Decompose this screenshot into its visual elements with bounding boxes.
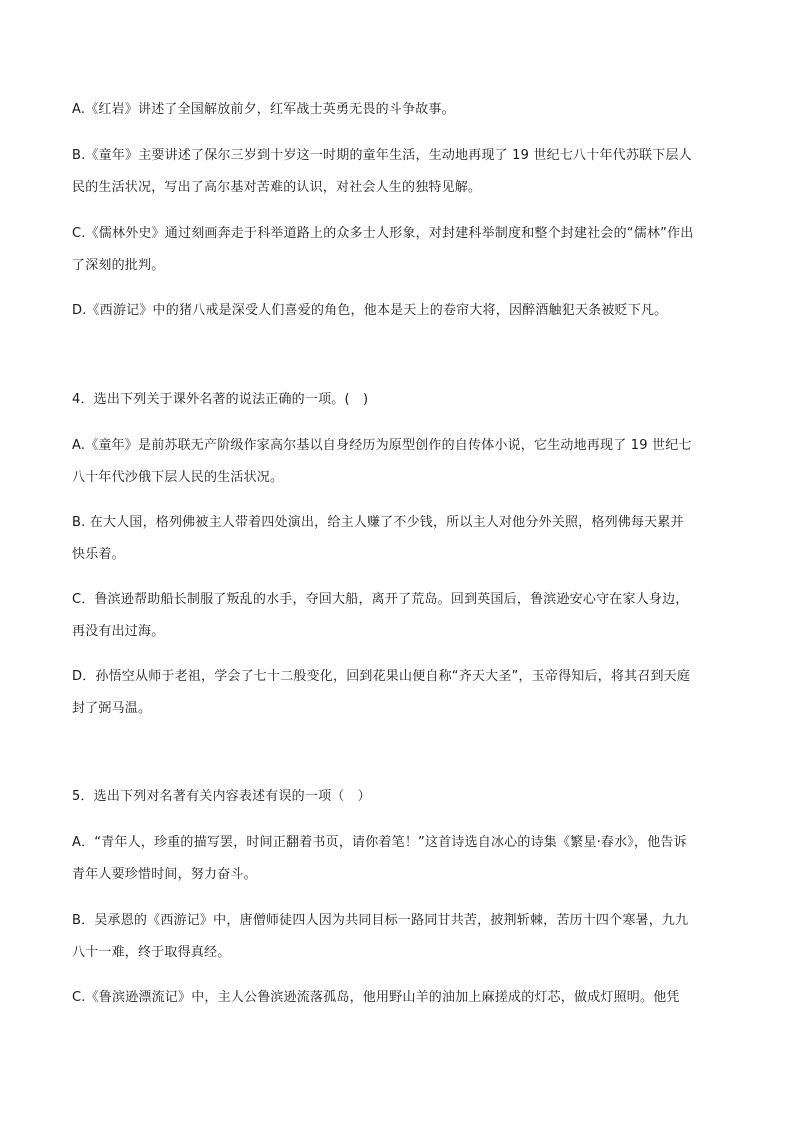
q5-option-a-line1: A．“青年人，珍重的描写罢，时间正翻着书页，请你着笔！”这首诗选自冰心的诗集《繁星·春水》，他告诉: [72, 835, 687, 850]
q4-option-a-line2: 八十年代沙俄下层人民的生活状况。: [72, 470, 284, 485]
q4-option-c-line2: 再没有出过海。: [72, 624, 165, 639]
q4-option-d-line1: D．孙悟空从师于老祖，学会了七十二般变化，回到花果山便自称“齐天大圣”，玉帝得知后，将其召到天庭: [72, 669, 691, 684]
option-a-hongyan: A.《红岩》讲述了全国解放前夕，红军战士英勇无畏的斗争故事。: [72, 102, 455, 117]
option-b-tongnian-line2: 民的生活状况，写出了高尔基对苦难的认识，对社会人生的独特见解。: [72, 180, 482, 195]
option-d-xiyouji: D.《西游记》中的猪八戒是深受人们喜爱的角色，他本是天上的卷帘大将，因醉酒触犯天条被贬下凡。: [72, 303, 668, 318]
option-c-rulinwaishi-line1: C.《儒林外史》通过刻画奔走于科举道路上的众多士人形象，对封建科举制度和整个封建社会的“儒林”作出: [72, 226, 694, 241]
q5-option-b-line1: B．吴承恩的《西游记》中，唐僧师徒四人因为共同目标一路同甘共苦，披荆斩棘，苦历十四个寒暑，九九: [72, 913, 689, 928]
q5-option-c-line1: C.《鲁滨逊漂流记》中，主人公鲁滨逊流落孤岛，他用野山羊的油加上麻搓成的灯芯，做成灯照明。他凭: [72, 990, 680, 1005]
q4-option-b-line2: 快乐着。: [72, 547, 125, 562]
q5-option-b-line2: 八十一难，终于取得真经。: [72, 945, 231, 960]
q4-option-b-line1: B. 在大人国，格列佛被主人带着四处演出，给主人赚了不少钱，所以主人对他分外关照，格列佛每天累并: [72, 515, 684, 530]
q4-option-c-line1: C．鲁滨逊帮助船长制服了叛乱的水手，夺回大船，离开了荒岛。回到英国后，鲁滨逊安心守在家人身边，: [72, 592, 689, 607]
option-c-rulinwaishi-line2: 了深刻的批判。: [72, 258, 165, 273]
option-b-tongnian-line1: B.《童年》主要讲述了保尔三岁到十岁这一时期的童年生活，生动地再现了 19 世纪七八十年代苏联下层人: [72, 148, 692, 163]
q4-option-d-line2: 封了弼马温。: [72, 701, 152, 716]
question-4-stem: 4．选出下列关于课外名著的说法正确的一项。( ): [72, 392, 369, 407]
question-5-stem: 5．选出下列对名著有关内容表述有误的一项（ ）: [72, 789, 371, 804]
q5-option-a-line2: 青年人要珍惜时间，努力奋斗。: [72, 867, 257, 882]
q4-option-a-line1: A.《童年》是前苏联无产阶级作家高尔基以自身经历为原型创作的自传体小说，它生动地再现了 19 世纪七: [72, 438, 692, 453]
